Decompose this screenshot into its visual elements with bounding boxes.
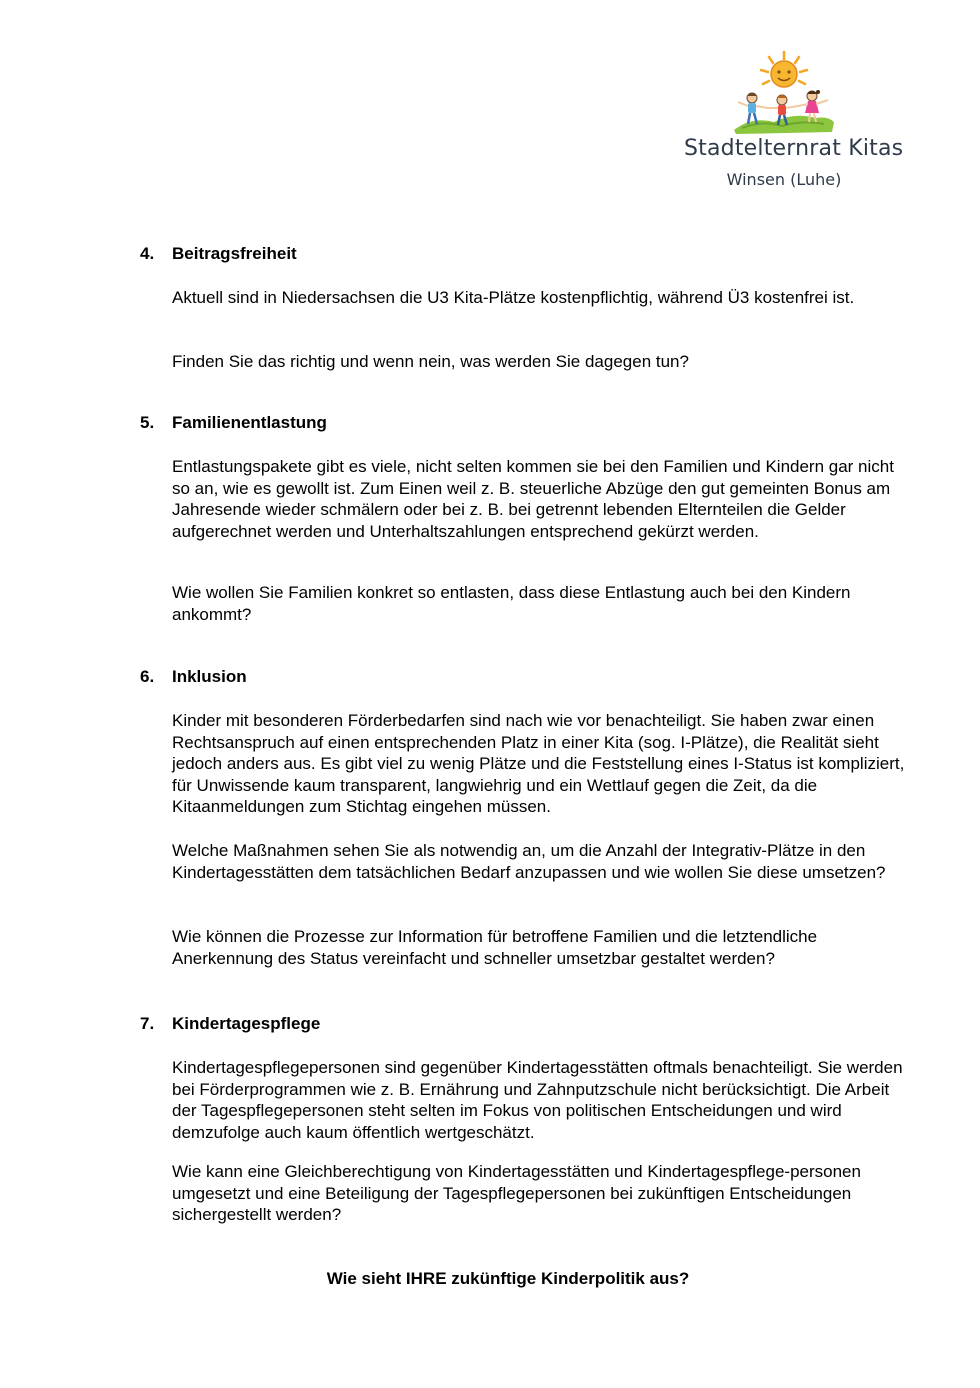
section-heading: Kindertagespflege [172,1014,321,1033]
section-number: 7. [140,1014,155,1033]
paragraph: Kindertagespflegepersonen sind gegenüber Kindertagesstätten oftmals benachteiligt. Sie werden bei Förderprogrammen wie z. B. Ernährung und Zahnputzschule nicht berücksichtigt. Die Arbeit der Tagespflegepersonen steht selten im Fokus von politischen Entscheidungen und wird demzufolge auch kaum öffentlich wertgeschätzt. [172,1058,903,1142]
logo-title: Stadtelternrat Kitas [684,136,904,161]
section-number: 4. [140,244,155,263]
section-heading: Inklusion [172,667,247,686]
section-number: 5. [140,413,155,432]
paragraph: Kinder mit besonderen Förderbedarfen sind nach wie vor benachteiligt. Sie haben zwar einen Rechtsanspruch auf einen entsprechenden Platz in einer Kita (sog. I-Plätze), die Realität sieht jedoch anders aus. Es gibt viel zu wenig Plätze und die Feststellung eines I-Status ist kompliziert, für Unwissende kaum transparent, langwiehrig und ein Wettlauf gegen die Zeit, da die Kitaanmeldungen zum Stichtag eingehen müssen. [172,711,905,816]
paragraph: Wie wollen Sie Familien konkret so entlasten, dass diese Entlastung auch bei den Kindern ankommt? [172,583,851,624]
section-number: 6. [140,667,155,686]
section-heading: Beitragsfreiheit [172,244,297,263]
sun-children-icon [732,50,836,134]
paragraph: Wie können die Prozesse zur Information für betroffene Familien und die letztendliche Anerkennung des Status vereinfacht und schneller umsetzbar gestaltet werden? [172,927,818,968]
logo-subtitle: Winsen (Luhe) [726,170,842,189]
paragraph: Entlastungspakete gibt es viele, nicht selten kommen sie bei den Familien und Kindern gar nicht so an, wie es gewollt ist. Zum Einen weil z. B. steuerliche Abzüge den gut gemeinten Bonus am Jahresende wieder schmälern oder bei z. B. bei getrennt lebenden Elternteilen die Gelder aufgerechnet werden und Unterhaltszahlungen entsprechend gekürzt werden. [172,457,894,541]
paragraph: Finden Sie das richtig und wenn nein, was werden Sie dagegen tun? [172,352,689,371]
paragraph: Wie kann eine Gleichberechtigung von Kindertagesstätten und Kindertagespflege-personen umgesetzt und eine Beteiligung der Tagespflegepersonen bei zukünftigen Entscheidungen sichergestellt werden? [172,1162,861,1224]
section-heading: Familienentlastung [172,413,327,432]
paragraph: Welche Maßnahmen sehen Sie als notwendig an, um die Anzahl der Integrativ-Plätze in den Kindertagesstätten dem tatsächlichen Bedarf anzupassen und wie wollen Sie diese umsetzen? [172,841,886,882]
logo [684,50,904,200]
paragraph: Aktuell sind in Niedersachsen die U3 Kita-Plätze kostenpflichtig, während Ü3 kostenfrei ist. [172,288,855,307]
closing-question: Wie sieht IHRE zukünftige Kinderpolitik aus? [326,1269,690,1288]
